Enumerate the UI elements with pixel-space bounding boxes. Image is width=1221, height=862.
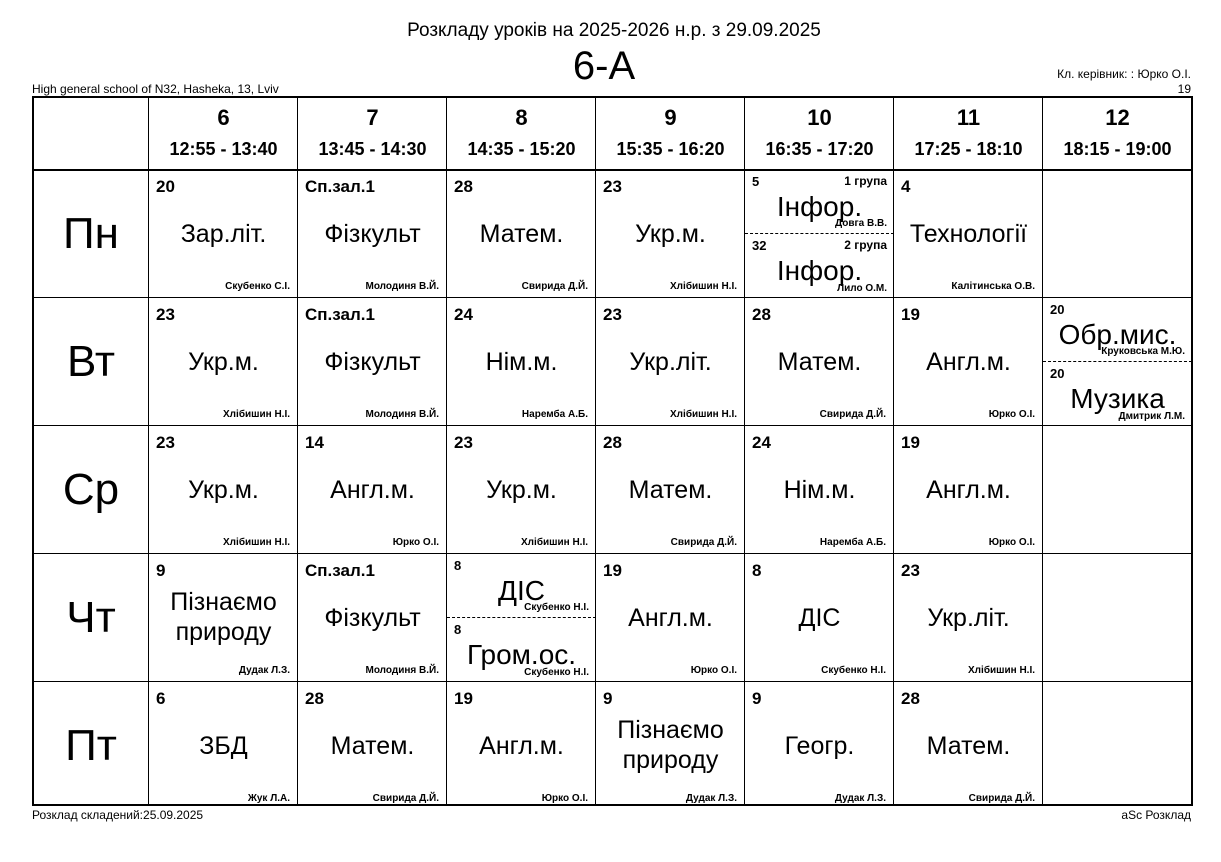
period-number: 7 (366, 105, 379, 130)
subject-name (745, 298, 894, 426)
room-number: 20 (156, 177, 175, 196)
teacher-name: Хлібишин Н.І. (223, 409, 290, 420)
lesson-cell (745, 298, 894, 426)
lesson-cell (745, 426, 894, 554)
lesson-cell (894, 682, 1043, 810)
room-number: 24 (454, 305, 473, 324)
subject-text: Фізкульт (324, 348, 421, 376)
subject-text: Зар.літ. (180, 220, 267, 248)
period-time: 16:35 - 17:20 (765, 139, 874, 159)
teacher-name: Молодиня В.Й. (365, 665, 439, 676)
room-number: 19 (901, 305, 920, 324)
subject-text: Фізкульт (324, 220, 421, 248)
lesson-cell (596, 298, 745, 426)
subject-name (894, 298, 1043, 426)
subject-name: Обр.мис. (1058, 318, 1177, 350)
room-number: 23 (454, 433, 473, 452)
lesson-cell (1043, 298, 1192, 426)
subject-text: Англ.м. (926, 348, 1011, 376)
lesson-cell (596, 426, 745, 554)
room-number: 23 (156, 433, 175, 452)
lesson-cell (745, 554, 894, 682)
subject-text: Англ.м. (628, 604, 713, 632)
lesson-cell (298, 426, 447, 554)
subject-name (149, 170, 298, 298)
room-number: 28 (305, 689, 324, 708)
subject-name (894, 170, 1043, 298)
subject-name (745, 682, 894, 810)
software-label: aSc Розклад (1121, 808, 1191, 822)
teacher-name: Скубенко Н.І. (524, 667, 589, 678)
period-number: 10 (807, 105, 832, 130)
teacher-name: Лило О.М. (837, 283, 887, 294)
lesson-cell (447, 554, 596, 682)
subject-text: Фізкульт (324, 604, 421, 632)
room-number: 19 (454, 689, 473, 708)
room-number: 9 (752, 689, 762, 708)
day-label: Чт (66, 593, 116, 642)
lesson-cell (298, 554, 447, 682)
room-number: 19 (603, 561, 622, 580)
empty-cell (1043, 682, 1192, 810)
subject-name (447, 170, 596, 298)
teacher-name: Круковська М.Ю. (1101, 346, 1185, 357)
room-number: 28 (752, 305, 771, 324)
subject-text: Технології (909, 220, 1028, 248)
subject-text: Укр.м. (486, 476, 557, 504)
teacher-name: Свирида Д.Й. (670, 537, 737, 548)
teacher-name: Наремба А.Б. (819, 537, 886, 548)
subject-text: Матем. (628, 476, 713, 504)
room-number: Сп.зал.1 (305, 177, 375, 196)
period-header (596, 98, 745, 169)
timetable-grid (32, 96, 1193, 806)
subject-text: Англ.м. (926, 476, 1011, 504)
subject-name: ДІС (498, 574, 545, 606)
day-label: Ср (62, 465, 120, 514)
teacher-name: Свирида Д.Й. (819, 409, 886, 420)
room-number: 19 (901, 433, 920, 452)
teacher-name: Свирида Д.Й. (372, 793, 439, 804)
teacher-name: Дудак Л.З. (834, 793, 886, 804)
empty-cell (1043, 554, 1192, 682)
class-teacher: Кл. керівник: : Юрко О.І. (1057, 67, 1191, 81)
teacher-name: Хлібишин Н.І. (521, 537, 588, 548)
period-number: 11 (956, 105, 981, 130)
period-header (1043, 98, 1192, 169)
teacher-name: Дудак Л.З. (685, 793, 737, 804)
room-number: 9 (156, 561, 166, 580)
period-time: 15:35 - 16:20 (616, 139, 725, 159)
teacher-name: Скубенко Н.І. (524, 602, 589, 613)
teacher-name: Дмитрик Л.М. (1118, 411, 1185, 422)
created-date: Розклад складений:25.09.2025 (32, 808, 204, 822)
period-number: 8 (515, 105, 528, 130)
subject-text: Укр.літ. (629, 348, 712, 376)
subject-name (298, 170, 447, 298)
group-label: 2 група (844, 238, 887, 252)
teacher-name: Молодиня В.Й. (365, 281, 439, 292)
period-time: 17:25 - 18:10 (914, 139, 1023, 159)
subject-text: Матем. (330, 732, 415, 760)
period-header (745, 98, 894, 169)
teacher-name: Юрко О.І. (690, 665, 737, 676)
lesson-cell (298, 170, 447, 298)
room-number: 14 (305, 433, 324, 452)
subject-text: Нім.м. (783, 476, 856, 504)
empty-cell (1043, 170, 1192, 298)
subject-text: Укр.м. (188, 476, 259, 504)
lesson-half (447, 554, 596, 618)
teacher-name: Скубенко Н.І. (821, 665, 886, 676)
subject-text: Англ.м. (330, 476, 415, 504)
room-number: 20 (1050, 302, 1065, 317)
subject-name (894, 682, 1043, 810)
teacher-name: Калітинська О.В. (951, 281, 1035, 292)
room-number: 23 (603, 177, 622, 196)
lesson-cell (149, 170, 298, 298)
teacher-name: Хлібишин Н.І. (670, 281, 737, 292)
subject-name (596, 680, 745, 810)
subject-name (149, 298, 298, 426)
lesson-cell (447, 170, 596, 298)
subject-name (298, 426, 447, 554)
lesson-cell (745, 170, 894, 298)
teacher-name: Довга В.В. (834, 218, 887, 229)
subject-text: Матем. (777, 348, 862, 376)
subject-name (298, 298, 447, 426)
subject-name (298, 554, 447, 682)
room-number: 8 (752, 561, 762, 580)
lesson-cell (298, 682, 447, 810)
period-number: 12 (1105, 105, 1130, 130)
lesson-cell (298, 298, 447, 426)
lesson-cell (149, 682, 298, 810)
period-header (149, 98, 298, 169)
lesson-cell (596, 682, 745, 810)
period-time: 12:55 - 13:40 (169, 139, 278, 159)
subject-name (596, 426, 745, 554)
subject-name (894, 554, 1043, 682)
period-time: 18:15 - 19:00 (1063, 139, 1172, 159)
room-number: 23 (603, 305, 622, 324)
day-label: Вт (66, 337, 116, 386)
subject-name: Інфор. (776, 255, 863, 286)
room-number: Сп.зал.1 (305, 305, 375, 324)
subject-name: Гром.ос. (466, 639, 577, 670)
schedule-title: Розкладу уроків на 2025-2026 н.р. з 29.09.2025 (407, 20, 821, 41)
subject-name (894, 426, 1043, 554)
room-number: 24 (752, 433, 771, 452)
subject-name (447, 682, 596, 810)
subject-text: Матем. (479, 220, 564, 248)
lesson-cell (894, 170, 1043, 298)
subject-name (745, 426, 894, 554)
subject-name (596, 170, 745, 298)
lesson-cell (894, 298, 1043, 426)
room-number: 5 (752, 174, 760, 189)
lesson-cell (894, 554, 1043, 682)
subject-name (149, 682, 298, 810)
teacher-name: Жук Л.А. (247, 793, 290, 804)
lesson-half (447, 618, 596, 682)
lesson-half (745, 234, 894, 298)
period-header (447, 98, 596, 169)
subject-name (149, 552, 298, 682)
room-number: 6 (156, 689, 166, 708)
lesson-cell (447, 298, 596, 426)
teacher-name: Свирида Д.Й. (968, 793, 1035, 804)
teacher-name: Свирида Д.Й. (521, 281, 588, 292)
lesson-cell (149, 554, 298, 682)
teacher-name: Юрко О.І. (541, 793, 588, 804)
class-teacher-block (1057, 67, 1191, 97)
subject-text: ДІС (798, 604, 841, 632)
room-number: 8 (454, 622, 462, 637)
lesson-cell (447, 426, 596, 554)
teacher-name: Юрко О.І. (392, 537, 439, 548)
subject-name (447, 298, 596, 426)
room-number: 28 (603, 433, 622, 452)
period-number: 6 (217, 105, 230, 130)
empty-cell (1043, 426, 1192, 554)
lesson-cell (894, 426, 1043, 554)
teacher-name: Наремба А.Б. (521, 409, 588, 420)
subject-name: Музика (1070, 383, 1165, 414)
teacher-name: Хлібишин Н.І. (223, 537, 290, 548)
subject-text: Укр.м. (635, 220, 706, 248)
period-time: 14:35 - 15:20 (467, 139, 576, 159)
lesson-cell (596, 170, 745, 298)
subject-text: Пізнаємо природу (617, 716, 724, 774)
room-number: 23 (156, 305, 175, 324)
room-number: 28 (454, 177, 473, 196)
period-header (298, 98, 447, 169)
subject-name (298, 682, 447, 810)
day-label: Пт (65, 721, 117, 770)
room-number: Сп.зал.1 (305, 561, 375, 580)
teacher-name: Хлібишин Н.І. (670, 409, 737, 420)
teacher-name: Хлібишин Н.І. (968, 665, 1035, 676)
page-number: 19 (1177, 82, 1191, 96)
subject-text: Нім.м. (485, 348, 558, 376)
lesson-cell (596, 554, 745, 682)
room-number: 9 (603, 689, 613, 708)
lesson-cell (447, 682, 596, 810)
subject-name: Інфор. (776, 190, 863, 222)
teacher-name: Молодиня В.Й. (365, 409, 439, 420)
class-name: 6-А (572, 44, 636, 88)
subject-name (149, 426, 298, 554)
subject-name (596, 554, 745, 682)
room-number: 8 (454, 558, 462, 573)
teacher-name: Скубенко С.І. (225, 281, 290, 292)
school-name: High general school of N32, Hasheka, 13, Lviv (32, 82, 279, 96)
teacher-name: Юрко О.І. (988, 409, 1035, 420)
subject-text: Англ.м. (479, 732, 564, 760)
teacher-name: Юрко О.І. (988, 537, 1035, 548)
lesson-cell (149, 298, 298, 426)
subject-name (447, 426, 596, 554)
subject-text: Укр.літ. (927, 604, 1010, 632)
subject-text: Пізнаємо природу (170, 588, 277, 646)
subject-text: ЗБД (199, 732, 248, 760)
room-number: 28 (901, 689, 920, 708)
subject-name (745, 554, 894, 682)
lesson-cell (745, 682, 894, 810)
subject-text: Укр.м. (188, 348, 259, 376)
subject-text: Матем. (926, 732, 1011, 760)
lesson-half (1043, 362, 1192, 426)
lesson-half (1043, 298, 1192, 362)
period-header (894, 98, 1043, 169)
subject-text: Геогр. (784, 732, 855, 760)
room-number: 20 (1050, 366, 1065, 381)
period-time: 13:45 - 14:30 (318, 139, 427, 159)
lesson-half (745, 170, 894, 234)
lesson-cell (149, 426, 298, 554)
room-number: 32 (752, 238, 767, 253)
period-number: 9 (664, 105, 677, 130)
room-number: 4 (901, 177, 911, 196)
teacher-name: Дудак Л.З. (238, 665, 290, 676)
day-label: Пн (63, 209, 119, 258)
group-label: 1 група (844, 174, 887, 188)
subject-name (596, 298, 745, 426)
room-number: 23 (901, 561, 920, 580)
